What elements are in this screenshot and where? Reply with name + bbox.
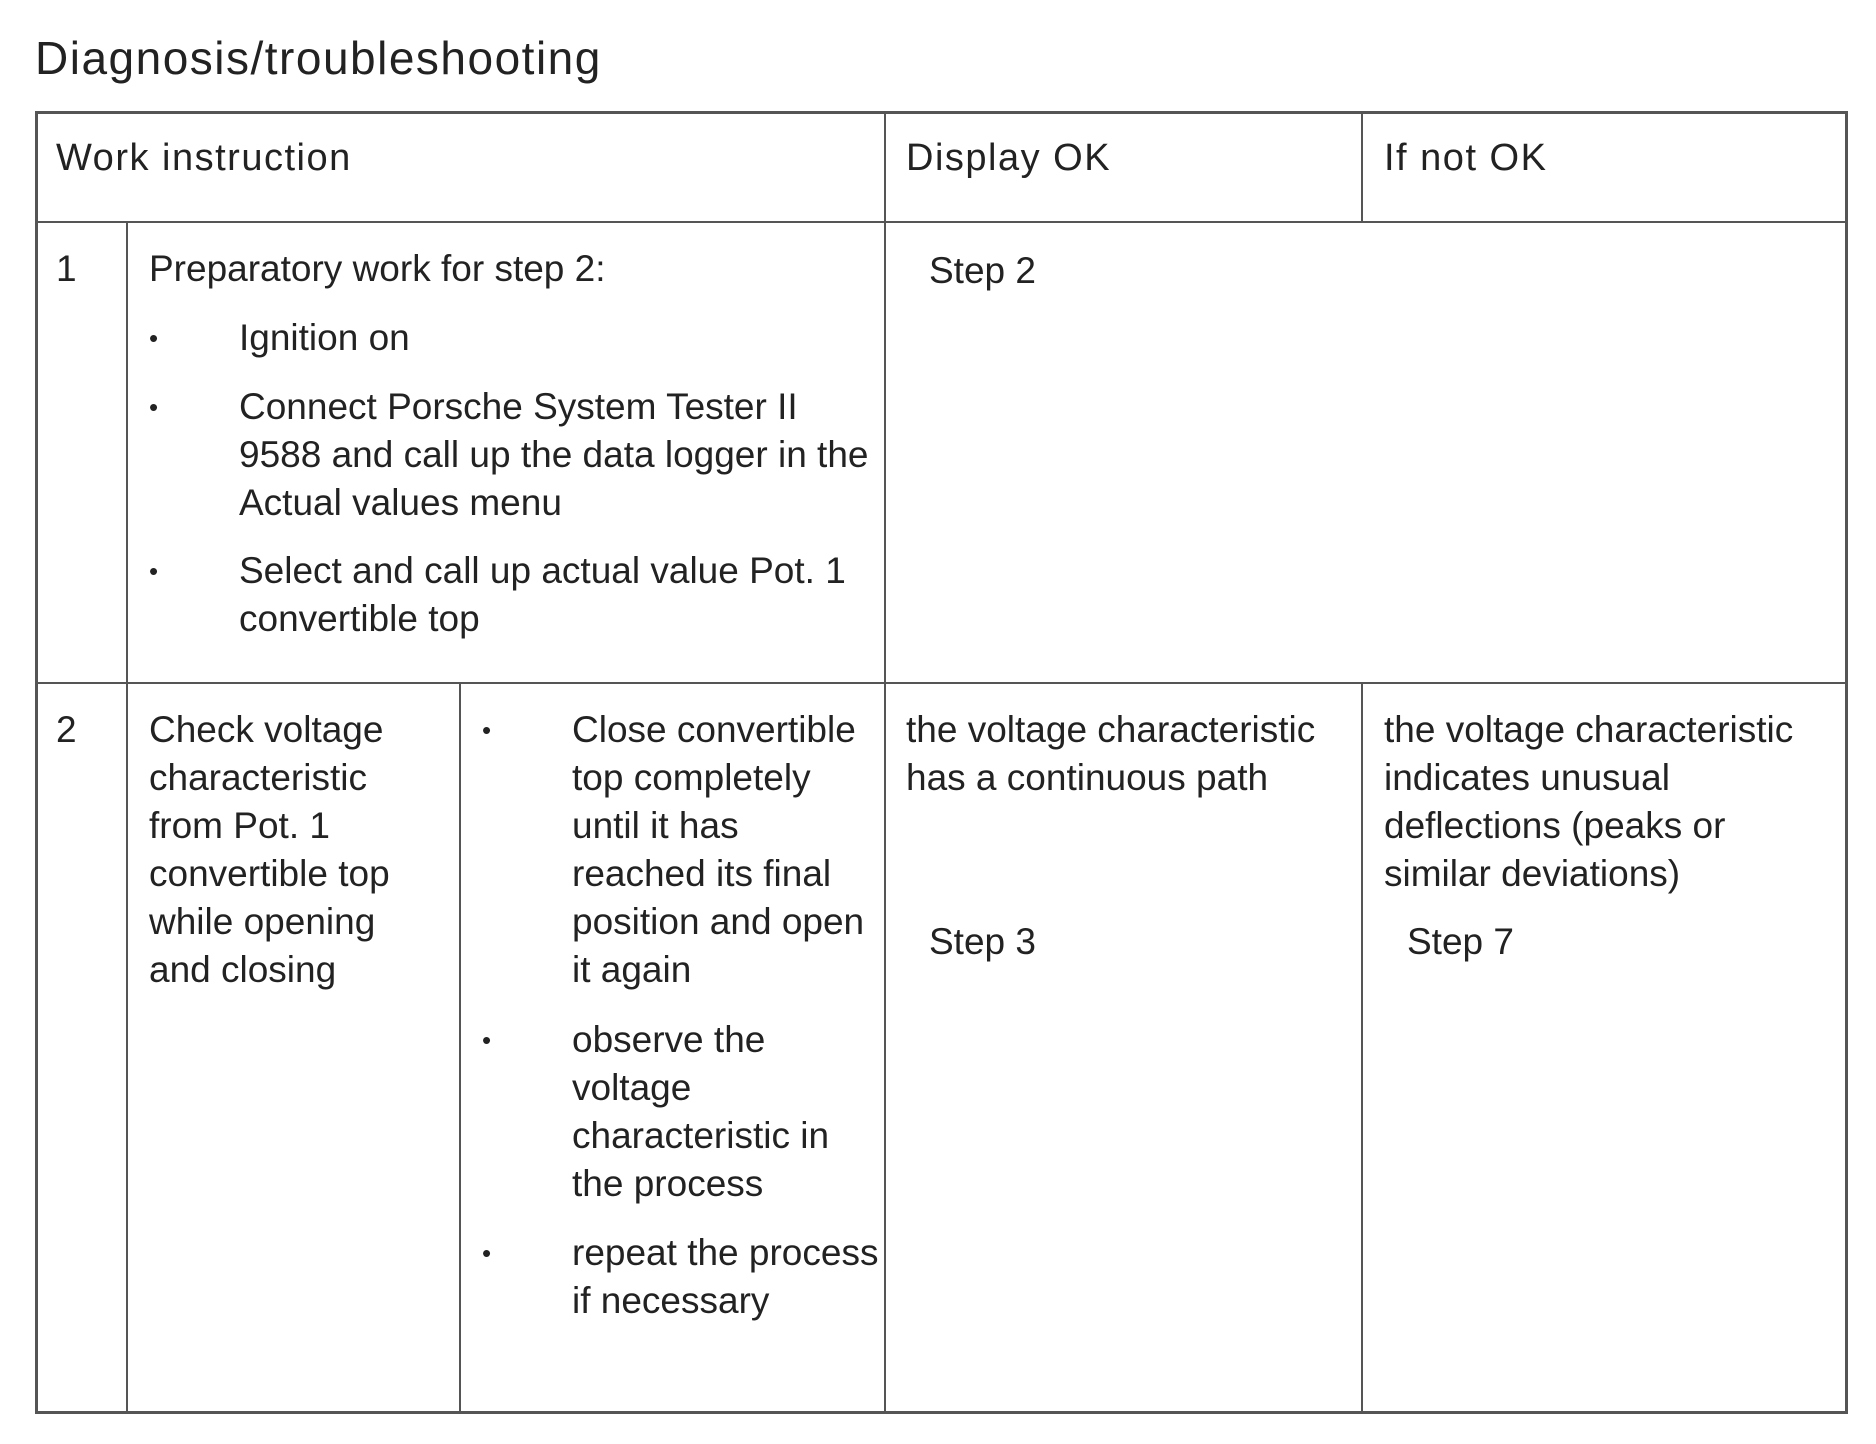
row-1-instruction: Preparatory work for step 2: — [149, 248, 606, 289]
table-border-left — [35, 111, 38, 1414]
bullet-icon: • — [149, 556, 159, 586]
row-2-number: 2 — [56, 709, 77, 750]
row-1-bullet-3-text: Select and call up actual value Pot. 1 convertible top — [239, 550, 846, 639]
col-divider-number — [126, 221, 128, 1414]
bullet-icon: • — [482, 1238, 492, 1268]
bullet-icon: • — [149, 323, 159, 353]
row-2-bullet-1-text: Close convertible top completely until it has reached its final position and open it again — [572, 709, 865, 990]
page-title: Diagnosis/troubleshooting — [35, 32, 602, 84]
row-2-not-ok-text: the voltage characteristic indicates unusual deflections (peaks or similar deviations) — [1384, 709, 1794, 894]
row-2-bullet-3-text: repeat the process if necessary — [572, 1232, 879, 1321]
col-divider-not-ok-header — [1361, 111, 1363, 223]
table-border-bottom — [35, 1411, 1848, 1414]
table-border-right — [1845, 111, 1848, 1414]
row-1-bullet-1-text: Ignition on — [239, 317, 410, 358]
row-1-display-ok-step: Step 2 — [929, 250, 1036, 291]
row-divider — [35, 682, 1848, 684]
header-divider — [35, 221, 1848, 223]
col-divider-display-ok — [884, 111, 886, 1414]
troubleshooting-table — [35, 111, 1848, 1414]
row-2-display-ok-step: Step 3 — [929, 921, 1036, 962]
bullet-icon: • — [482, 715, 492, 745]
col-divider-not-ok-row2 — [1361, 682, 1363, 1414]
row-2-display-ok-text: the voltage characteristic has a continuous path — [906, 709, 1316, 798]
row-2-bullet-2-text: observe the voltage characteristic in the process — [572, 1019, 830, 1204]
header-if-not-ok: If not OK — [1384, 137, 1548, 179]
table-border-top — [35, 111, 1848, 114]
row-2-not-ok-step: Step 7 — [1407, 921, 1514, 962]
header-display-ok: Display OK — [906, 137, 1112, 179]
bullet-icon: • — [149, 392, 159, 422]
col-divider-substeps — [459, 682, 461, 1414]
row-1-number: 1 — [56, 248, 77, 289]
row-1-bullet-2-text: Connect Porsche System Tester II 9588 and call up the data logger in the Actual values menu — [239, 386, 869, 523]
row-2-instruction: Check voltage characteristic from Pot. 1 convertible top while opening and closing — [149, 709, 390, 990]
header-work-instruction: Work instruction — [56, 137, 352, 179]
bullet-icon: • — [482, 1025, 492, 1055]
